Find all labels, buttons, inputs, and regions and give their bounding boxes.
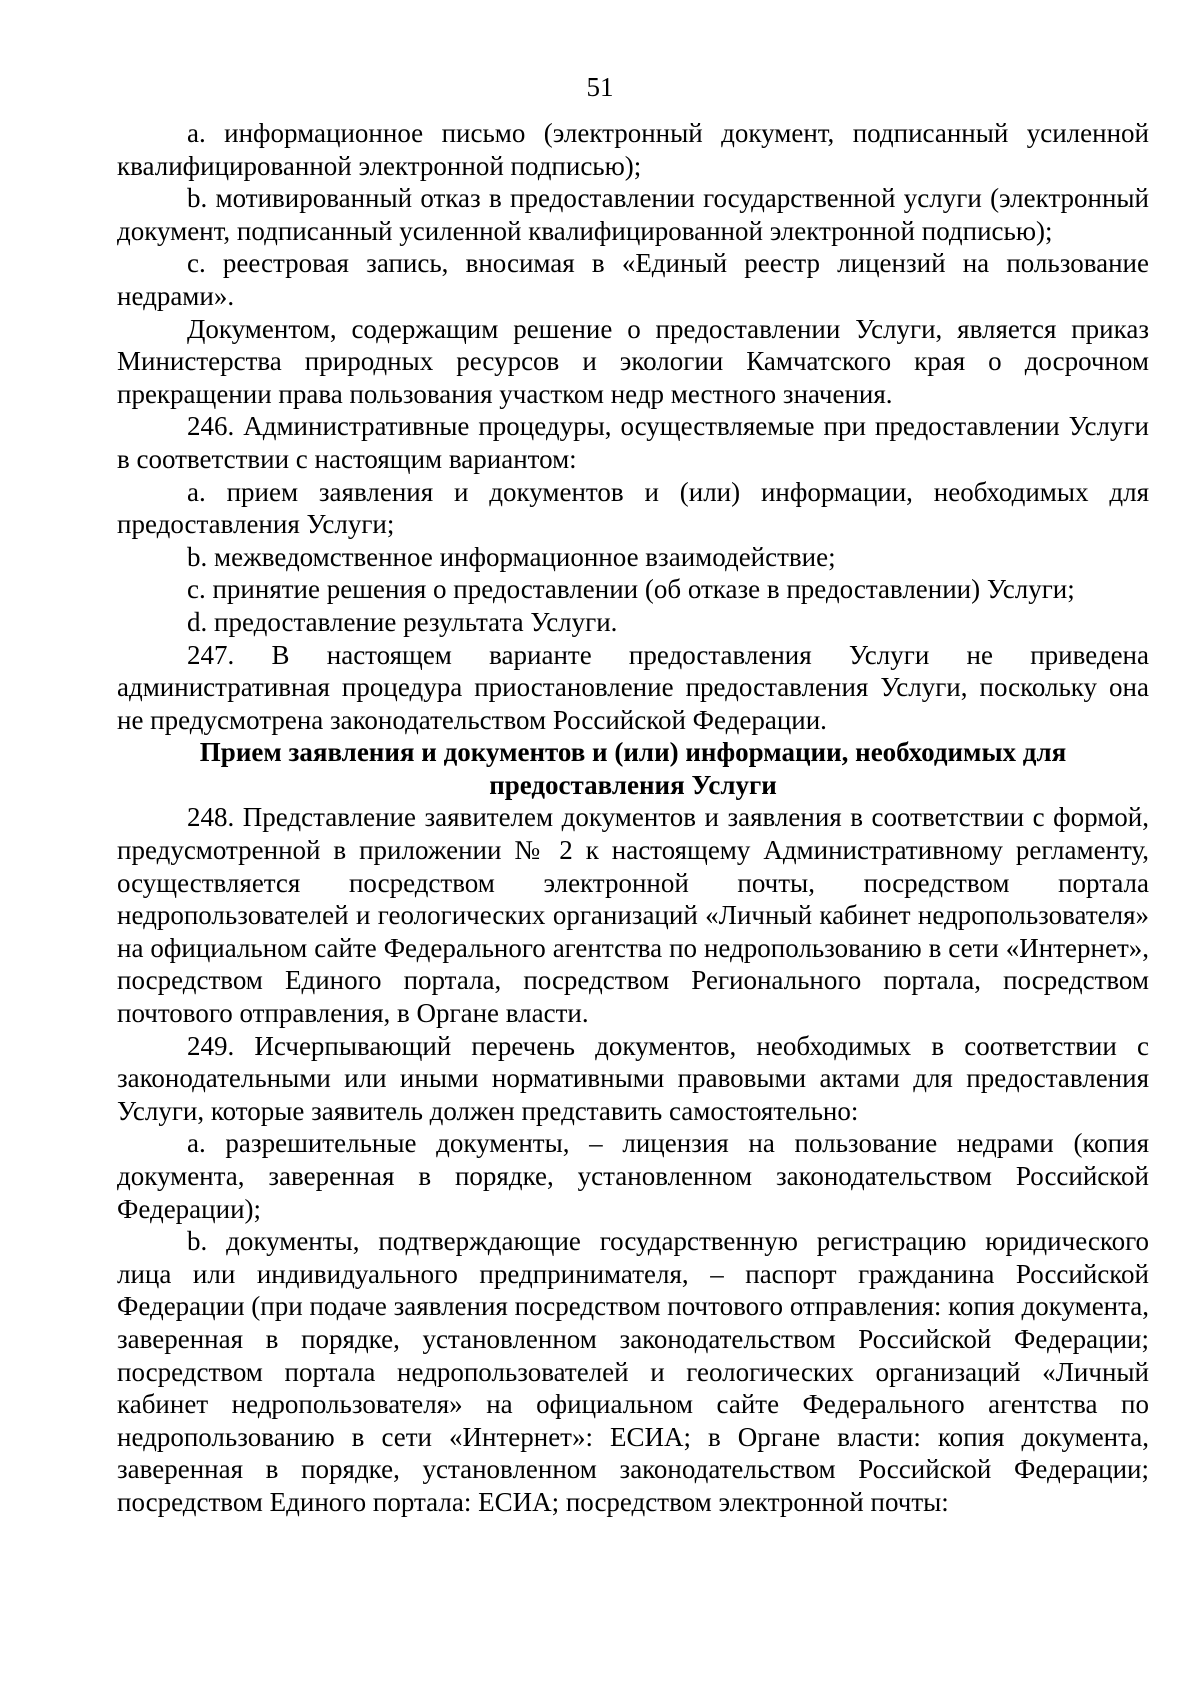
paragraph-248: 248. Представление заявителем документов и заявления в соответствии с формой, предусмотренной в приложении № 2 к настоящему Административному регламенту, осуществляется посредством электронной почты, посредством портала недропользователей и геологических организаций «Личный кабинет недропользователя» на официальном сайте Федерального агентства по недропользованию в сети «Интернет», посредством Единого портала, посредством Регионального портала, посредством почтового отправления, в Органе власти.	[117, 802, 1149, 1029]
page-number: 51	[586, 72, 614, 102]
list-item-c-decision: c. принятие решения о предоставлении (об отказе в предоставлении) Услуги;	[187, 574, 1075, 605]
list-item-b-interagency: b. межведомственное информационное взаимодействие;	[187, 541, 836, 572]
document-body	[117, 117, 1149, 1519]
list-item-b-registration-docs: b. документы, подтверждающие государственную регистрацию юридического лица или индивидуального предпринимателя, – паспорт гражданина Российской Федерации (при подаче заявления посредством почтового отправления: копия документа, заверенная в порядке, установленном законодательством Российской Федерации; посредством портала недропользователей и геологических организаций «Личный кабинет недропользователя» на официальном сайте Федерального агентства по недропользованию в сети «Интернет»: ЕСИА; в Органе власти: копия документа, заверенная в порядке, установленном законодательством Российской Федерации; посредством Единого портала: ЕСИА; посредством электронной почты:	[117, 1226, 1149, 1517]
list-item-a-info-letter: a. информационное письмо (электронный документ, подписанный усиленной квалифицированной электронной подписью);	[117, 118, 1149, 181]
paragraph-246: 246. Административные процедуры, осуществляемые при предоставлении Услуги в соответствии с настоящим вариантом:	[117, 411, 1149, 474]
list-item-d-result: d. предоставление результата Услуги.	[187, 606, 618, 637]
paragraph-249: 249. Исчерпывающий перечень документов, необходимых в соответствии с законодательными или иными нормативными правовыми актами для предоставления Услуги, которые заявитель должен представить самостоятельно:	[117, 1030, 1149, 1126]
section-heading: Прием заявления и документов и (или) информации, необходимых для предоставления Услуги	[199, 737, 1067, 800]
list-item-c-registry-entry: c. реестровая запись, вносимая в «Единый реестр лицензий на пользование недрами».	[117, 248, 1149, 311]
list-item-a-permits: a. разрешительные документы, – лицензия на пользование недрами (копия документа, заверенная в порядке, установленном законодательством Российской Федерации);	[117, 1128, 1149, 1224]
paragraph-decision-document: Документом, содержащим решение о предоставлении Услуги, является приказ Министерства природных ресурсов и экологии Камчатского края о досрочном прекращении права пользования участком недр местного значения.	[117, 313, 1149, 409]
list-item-a-reception: a. прием заявления и документов и (или) информации, необходимых для предоставления Услуги;	[117, 476, 1149, 540]
list-item-b-refusal: b. мотивированный отказ в предоставлении государственной услуги (электронный документ, подписанный усиленной квалифицированной электронной подписью);	[117, 183, 1149, 246]
paragraph-247: 247. В настоящем варианте предоставления Услуги не приведена административная процедура приостановление предоставления Услуги, поскольку она не предусмотрена законодательством Российской Федерации.	[117, 639, 1149, 735]
